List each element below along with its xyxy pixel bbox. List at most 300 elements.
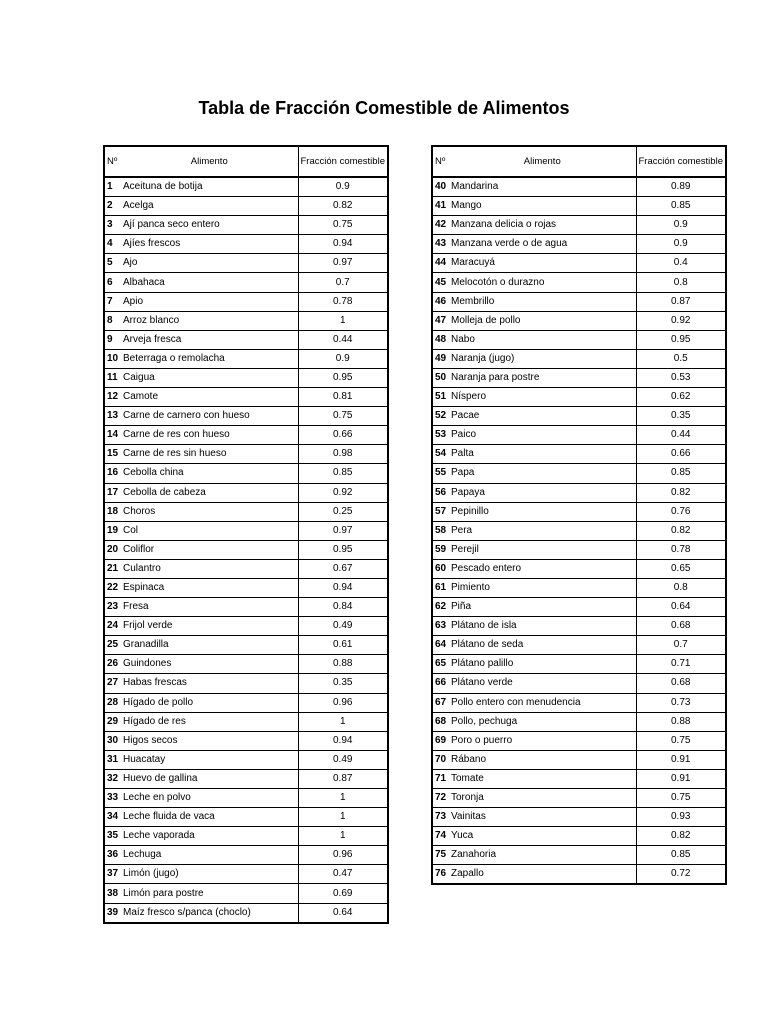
row-number: 39 [104, 903, 121, 923]
row-number: 45 [432, 273, 449, 292]
row-number: 19 [104, 521, 121, 540]
row-number: 46 [432, 292, 449, 311]
row-number: 33 [104, 789, 121, 808]
row-number: 60 [432, 559, 449, 578]
table-row [432, 540, 726, 559]
table-header [432, 146, 726, 177]
table-row [432, 445, 726, 464]
food-name: Granadilla [121, 636, 298, 655]
table-row [104, 636, 388, 655]
row-number: 68 [432, 712, 449, 731]
header-name: Alimento [121, 146, 298, 177]
table-row [104, 254, 388, 273]
table-row [104, 292, 388, 311]
table-row [432, 617, 726, 636]
edible-fraction: 0.47 [298, 865, 388, 884]
row-number: 71 [432, 769, 449, 788]
food-name: Paico [449, 426, 636, 445]
edible-fraction: 0.78 [298, 292, 388, 311]
edible-fraction: 0.69 [298, 884, 388, 903]
row-number: 30 [104, 731, 121, 750]
table-row [432, 712, 726, 731]
table-row [104, 617, 388, 636]
edible-fraction: 0.76 [636, 502, 726, 521]
edible-fraction: 0.44 [298, 330, 388, 349]
food-name: Nabo [449, 330, 636, 349]
row-number: 49 [432, 349, 449, 368]
food-name: Maracuyá [449, 254, 636, 273]
food-name: Yuca [449, 827, 636, 846]
food-name: Hígado de pollo [121, 693, 298, 712]
row-number: 57 [432, 502, 449, 521]
table-row [104, 311, 388, 330]
table-row [432, 349, 726, 368]
table-row [104, 655, 388, 674]
row-number: 67 [432, 693, 449, 712]
food-name: Hígado de res [121, 712, 298, 731]
food-name: Tomate [449, 769, 636, 788]
food-name: Camote [121, 388, 298, 407]
row-number: 48 [432, 330, 449, 349]
table-row [432, 636, 726, 655]
edible-fraction: 0.82 [636, 483, 726, 502]
edible-fraction: 0.92 [636, 311, 726, 330]
row-number: 21 [104, 559, 121, 578]
food-name: Guindones [121, 655, 298, 674]
edible-fraction: 0.7 [298, 273, 388, 292]
table-row [432, 426, 726, 445]
table-row [432, 808, 726, 827]
row-number: 28 [104, 693, 121, 712]
row-number: 26 [104, 655, 121, 674]
edible-fraction: 0.82 [636, 827, 726, 846]
food-name: Perejil [449, 540, 636, 559]
food-name: Mango [449, 197, 636, 216]
row-number: 3 [104, 216, 121, 235]
table-row [432, 273, 726, 292]
row-number: 73 [432, 808, 449, 827]
row-number: 24 [104, 617, 121, 636]
header-name: Alimento [449, 146, 636, 177]
edible-fraction: 0.96 [298, 693, 388, 712]
edible-fraction: 0.85 [636, 846, 726, 865]
food-name: Plátano verde [449, 674, 636, 693]
table-row [432, 769, 726, 788]
food-name: Pimiento [449, 578, 636, 597]
row-number: 63 [432, 617, 449, 636]
edible-fraction: 0.71 [636, 655, 726, 674]
page-title: Tabla de Fracción Comestible de Alimentos [198, 98, 570, 118]
row-number: 20 [104, 540, 121, 559]
table-row [104, 578, 388, 597]
row-number: 74 [432, 827, 449, 846]
food-name: Maíz fresco s/panca (choclo) [121, 903, 298, 923]
food-name: Cebolla de cabeza [121, 483, 298, 502]
edible-fraction: 0.9 [636, 235, 726, 254]
edible-fraction: 0.53 [636, 368, 726, 387]
edible-fraction: 0.88 [298, 655, 388, 674]
row-number: 62 [432, 598, 449, 617]
food-name: Pescado entero [449, 559, 636, 578]
table-row [104, 827, 388, 846]
row-number: 16 [104, 464, 121, 483]
row-number: 7 [104, 292, 121, 311]
row-number: 18 [104, 502, 121, 521]
edible-fraction: 0.72 [636, 865, 726, 885]
edible-fraction: 1 [298, 789, 388, 808]
food-name: Acelga [121, 197, 298, 216]
food-name: Leche en polvo [121, 789, 298, 808]
food-name: Zanahoria [449, 846, 636, 865]
table-row [104, 903, 388, 923]
table-row [104, 693, 388, 712]
row-number: 4 [104, 235, 121, 254]
row-number: 43 [432, 235, 449, 254]
table-row [432, 483, 726, 502]
table-row [104, 559, 388, 578]
food-name: Poro o puerro [449, 731, 636, 750]
table-row [432, 578, 726, 597]
edible-fraction: 0.4 [636, 254, 726, 273]
table-row [432, 674, 726, 693]
edible-fraction: 0.95 [298, 368, 388, 387]
table-row [432, 559, 726, 578]
edible-fraction: 1 [298, 808, 388, 827]
edible-fraction: 0.75 [298, 407, 388, 426]
food-name: Caigua [121, 368, 298, 387]
table-row [432, 292, 726, 311]
row-number: 32 [104, 769, 121, 788]
food-name: Beterraga o remolacha [121, 349, 298, 368]
row-number: 65 [432, 655, 449, 674]
table-row [104, 769, 388, 788]
table-row [432, 311, 726, 330]
food-name: Plátano palillo [449, 655, 636, 674]
table-row [104, 540, 388, 559]
food-name: Leche fluida de vaca [121, 808, 298, 827]
food-name: Piña [449, 598, 636, 617]
row-number: 66 [432, 674, 449, 693]
food-name: Huevo de gallina [121, 769, 298, 788]
edible-fraction: 0.66 [636, 445, 726, 464]
food-name: Aceituna de botija [121, 177, 298, 197]
edible-fraction: 0.92 [298, 483, 388, 502]
table-row [104, 789, 388, 808]
edible-fraction: 0.89 [636, 177, 726, 197]
food-name: Pollo, pechuga [449, 712, 636, 731]
row-number: 9 [104, 330, 121, 349]
table-body-left [104, 177, 388, 923]
edible-fraction: 0.95 [298, 540, 388, 559]
table-row [104, 216, 388, 235]
row-number: 70 [432, 750, 449, 769]
row-number: 75 [432, 846, 449, 865]
food-name: Cebolla china [121, 464, 298, 483]
edible-fraction: 0.66 [298, 426, 388, 445]
table-row [432, 731, 726, 750]
food-name: Culantro [121, 559, 298, 578]
edible-fraction: 0.7 [636, 636, 726, 655]
row-number: 51 [432, 388, 449, 407]
food-name: Frijol verde [121, 617, 298, 636]
table-row [104, 598, 388, 617]
edible-fraction: 0.8 [636, 578, 726, 597]
row-number: 61 [432, 578, 449, 597]
food-name: Pollo entero con menudencia [449, 693, 636, 712]
table-body-right [432, 177, 726, 884]
table-row [432, 235, 726, 254]
edible-fraction: 0.94 [298, 578, 388, 597]
row-number: 58 [432, 521, 449, 540]
edible-fraction: 0.35 [636, 407, 726, 426]
row-number: 22 [104, 578, 121, 597]
food-name: Carne de carnero con hueso [121, 407, 298, 426]
row-number: 11 [104, 368, 121, 387]
header-fraction: Fracción comestible [636, 146, 726, 177]
food-name: Arveja fresca [121, 330, 298, 349]
edible-fraction: 0.9 [298, 349, 388, 368]
table-row [104, 865, 388, 884]
food-name: Papa [449, 464, 636, 483]
food-table-left [103, 145, 389, 924]
table-row [432, 693, 726, 712]
edible-fraction: 0.67 [298, 559, 388, 578]
table-row [432, 254, 726, 273]
food-name: Pepinillo [449, 502, 636, 521]
food-name: Mandarina [449, 177, 636, 197]
edible-fraction: 0.91 [636, 750, 726, 769]
edible-fraction: 0.68 [636, 617, 726, 636]
food-name: Ajo [121, 254, 298, 273]
edible-fraction: 0.44 [636, 426, 726, 445]
food-name: Higos secos [121, 731, 298, 750]
table-row [104, 349, 388, 368]
edible-fraction: 0.25 [298, 502, 388, 521]
food-name: Carne de res con hueso [121, 426, 298, 445]
edible-fraction: 0.87 [298, 769, 388, 788]
row-number: 50 [432, 368, 449, 387]
row-number: 31 [104, 750, 121, 769]
edible-fraction: 0.75 [636, 731, 726, 750]
row-number: 35 [104, 827, 121, 846]
row-number: 2 [104, 197, 121, 216]
row-number: 10 [104, 349, 121, 368]
food-name: Huacatay [121, 750, 298, 769]
row-number: 54 [432, 445, 449, 464]
table-row [432, 789, 726, 808]
edible-fraction: 0.73 [636, 693, 726, 712]
row-number: 12 [104, 388, 121, 407]
table-row [432, 598, 726, 617]
row-number: 52 [432, 407, 449, 426]
table-row [104, 368, 388, 387]
food-name: Molleja de pollo [449, 311, 636, 330]
food-name: Fresa [121, 598, 298, 617]
header-num: Nº [432, 146, 449, 177]
table-row [432, 865, 726, 885]
edible-fraction: 0.94 [298, 235, 388, 254]
food-name: Naranja para postre [449, 368, 636, 387]
table-row [432, 216, 726, 235]
edible-fraction: 0.65 [636, 559, 726, 578]
table-row [104, 197, 388, 216]
table-row [104, 808, 388, 827]
row-number: 53 [432, 426, 449, 445]
edible-fraction: 0.85 [636, 197, 726, 216]
edible-fraction: 0.82 [298, 197, 388, 216]
edible-fraction: 0.9 [298, 177, 388, 197]
header-num: Nº [104, 146, 121, 177]
table-row [432, 177, 726, 197]
food-name: Níspero [449, 388, 636, 407]
row-number: 13 [104, 407, 121, 426]
table-row [104, 330, 388, 349]
table-row [432, 827, 726, 846]
edible-fraction: 0.85 [298, 464, 388, 483]
row-number: 37 [104, 865, 121, 884]
food-name: Coliflor [121, 540, 298, 559]
row-number: 15 [104, 445, 121, 464]
table-row [104, 750, 388, 769]
food-name: Limón para postre [121, 884, 298, 903]
row-number: 76 [432, 865, 449, 885]
table-row [432, 388, 726, 407]
edible-fraction: 0.95 [636, 330, 726, 349]
table-row [104, 388, 388, 407]
edible-fraction: 0.88 [636, 712, 726, 731]
table-row [104, 464, 388, 483]
row-number: 40 [432, 177, 449, 197]
edible-fraction: 0.64 [298, 903, 388, 923]
food-name: Toronja [449, 789, 636, 808]
row-number: 25 [104, 636, 121, 655]
edible-fraction: 0.91 [636, 769, 726, 788]
food-name: Albahaca [121, 273, 298, 292]
edible-fraction: 0.93 [636, 808, 726, 827]
edible-fraction: 0.75 [298, 216, 388, 235]
edible-fraction: 0.49 [298, 617, 388, 636]
row-number: 44 [432, 254, 449, 273]
table-row [432, 330, 726, 349]
food-name: Rábano [449, 750, 636, 769]
edible-fraction: 0.61 [298, 636, 388, 655]
food-name: Carne de res sin hueso [121, 445, 298, 464]
food-name: Leche vaporada [121, 827, 298, 846]
food-name: Palta [449, 445, 636, 464]
food-name: Col [121, 521, 298, 540]
row-number: 72 [432, 789, 449, 808]
row-number: 69 [432, 731, 449, 750]
edible-fraction: 0.87 [636, 292, 726, 311]
edible-fraction: 0.84 [298, 598, 388, 617]
row-number: 29 [104, 712, 121, 731]
row-number: 6 [104, 273, 121, 292]
row-number: 47 [432, 311, 449, 330]
table-row [104, 273, 388, 292]
food-name: Plátano de seda [449, 636, 636, 655]
row-number: 34 [104, 808, 121, 827]
food-name: Espinaca [121, 578, 298, 597]
edible-fraction: 0.8 [636, 273, 726, 292]
edible-fraction: 0.49 [298, 750, 388, 769]
table-header [104, 146, 388, 177]
food-name: Pera [449, 521, 636, 540]
row-number: 55 [432, 464, 449, 483]
edible-fraction: 0.96 [298, 846, 388, 865]
food-table-right [431, 145, 727, 885]
edible-fraction: 1 [298, 827, 388, 846]
food-name: Membrillo [449, 292, 636, 311]
row-number: 17 [104, 483, 121, 502]
edible-fraction: 0.5 [636, 349, 726, 368]
food-name: Zapallo [449, 865, 636, 885]
row-number: 59 [432, 540, 449, 559]
edible-fraction: 1 [298, 712, 388, 731]
table-row [104, 407, 388, 426]
food-name: Arroz blanco [121, 311, 298, 330]
edible-fraction: 0.9 [636, 216, 726, 235]
table-row [104, 731, 388, 750]
edible-fraction: 0.75 [636, 789, 726, 808]
food-name: Ajíes frescos [121, 235, 298, 254]
row-number: 8 [104, 311, 121, 330]
table-row [104, 712, 388, 731]
table-row [104, 846, 388, 865]
row-number: 36 [104, 846, 121, 865]
edible-fraction: 1 [298, 311, 388, 330]
table-row [104, 674, 388, 693]
food-name: Ají panca seco entero [121, 216, 298, 235]
edible-fraction: 0.64 [636, 598, 726, 617]
food-name: Pacae [449, 407, 636, 426]
table-row [104, 502, 388, 521]
edible-fraction: 0.97 [298, 254, 388, 273]
row-number: 41 [432, 197, 449, 216]
row-number: 23 [104, 598, 121, 617]
food-name: Vainitas [449, 808, 636, 827]
table-row [104, 884, 388, 903]
food-name: Melocotón o durazno [449, 273, 636, 292]
food-name: Papaya [449, 483, 636, 502]
table-row [432, 846, 726, 865]
food-name: Limón (jugo) [121, 865, 298, 884]
row-number: 27 [104, 674, 121, 693]
food-name: Choros [121, 502, 298, 521]
header-fraction: Fracción comestible [298, 146, 388, 177]
table-row [104, 483, 388, 502]
row-number: 64 [432, 636, 449, 655]
table-row [432, 197, 726, 216]
table-row [432, 521, 726, 540]
food-name: Plátano de isla [449, 617, 636, 636]
edible-fraction: 0.68 [636, 674, 726, 693]
edible-fraction: 0.98 [298, 445, 388, 464]
row-number: 38 [104, 884, 121, 903]
table-row [432, 407, 726, 426]
edible-fraction: 0.78 [636, 540, 726, 559]
table-row [432, 750, 726, 769]
food-name: Manzana verde o de agua [449, 235, 636, 254]
row-number: 14 [104, 426, 121, 445]
table-row [432, 368, 726, 387]
food-name: Naranja (jugo) [449, 349, 636, 368]
row-number: 1 [104, 177, 121, 197]
table-row [104, 235, 388, 254]
table-row [104, 426, 388, 445]
table-row [104, 521, 388, 540]
table-row [432, 464, 726, 483]
table-row [432, 502, 726, 521]
